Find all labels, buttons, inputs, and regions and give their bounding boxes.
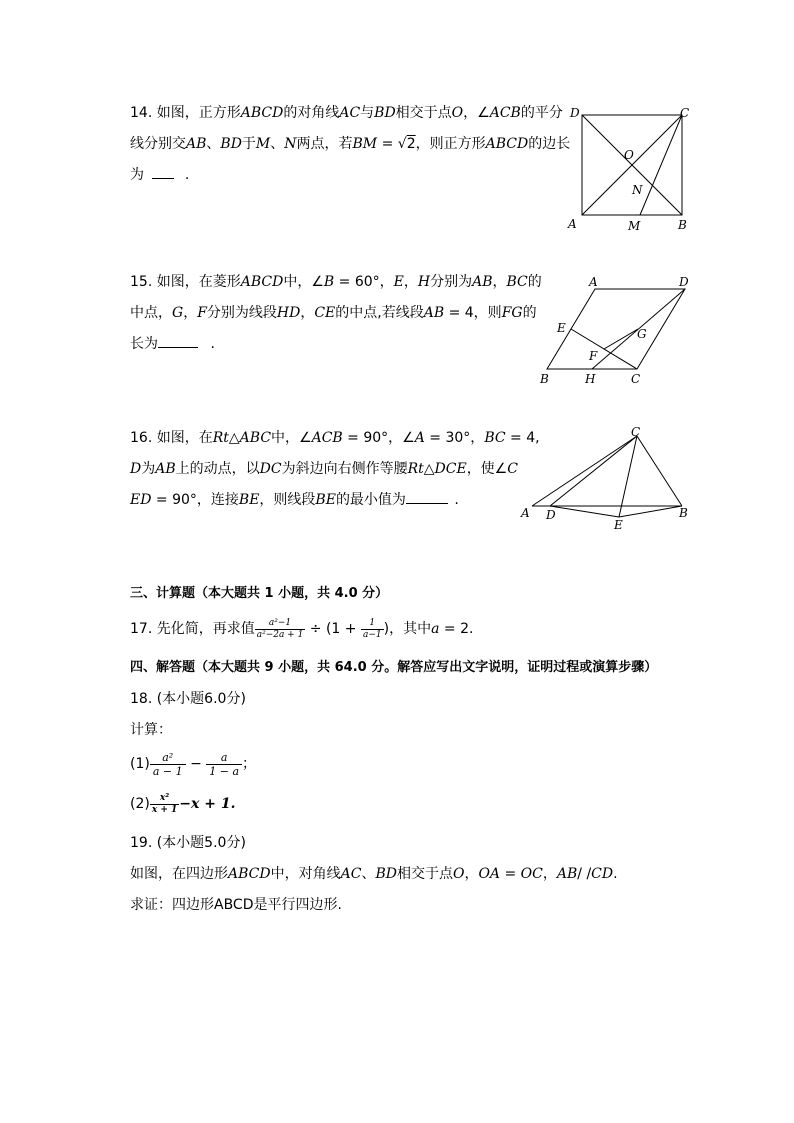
rhombus bbox=[547, 289, 685, 369]
label-f: F bbox=[589, 349, 598, 363]
math: ABCD bbox=[228, 866, 271, 882]
text: 相交于点 bbox=[396, 866, 453, 882]
text: 两点，若 bbox=[296, 136, 353, 152]
math: ABCD bbox=[240, 274, 284, 290]
numerator: a²−1 bbox=[255, 618, 306, 630]
text: − bbox=[185, 756, 207, 772]
q15-line-3 bbox=[130, 335, 215, 353]
math: BE bbox=[315, 492, 336, 508]
segment-bc bbox=[637, 436, 682, 506]
section-4-heading: 四、解答题（本大题共 9 小题，共 64.0 分。解答应写出文字说明，证明过程或演算步骤） bbox=[130, 660, 658, 675]
text: = √ bbox=[377, 136, 407, 152]
q18-part-2 bbox=[130, 789, 235, 819]
text: = 4，则 bbox=[444, 305, 502, 321]
text: . bbox=[184, 167, 190, 183]
math: DC bbox=[259, 461, 282, 477]
text: 、 bbox=[206, 136, 221, 152]
text: 为 bbox=[141, 461, 156, 477]
q15-line-2 bbox=[130, 304, 537, 322]
math: HD bbox=[276, 305, 301, 321]
math: BE bbox=[238, 492, 260, 508]
segment-de bbox=[550, 506, 619, 517]
text: 15. 如图，在菱形 bbox=[130, 274, 241, 290]
text: 上的动点，以 bbox=[175, 461, 260, 477]
math: OC bbox=[520, 866, 543, 882]
q16-line-3 bbox=[130, 491, 459, 509]
math: DCE bbox=[434, 461, 467, 477]
label-a: A bbox=[589, 275, 598, 289]
denominator: 1 − a bbox=[209, 764, 240, 778]
math: A bbox=[414, 430, 425, 446]
text: 如图，在四边形 bbox=[130, 866, 228, 882]
text: 中，对角线 bbox=[270, 866, 341, 882]
label-b: B bbox=[540, 372, 549, 386]
text: 为 bbox=[130, 167, 144, 183]
math: 2 bbox=[406, 136, 416, 152]
math: O bbox=[452, 866, 465, 882]
denominator: x + 1 bbox=[151, 804, 178, 815]
denominator: a − 1 bbox=[152, 764, 183, 778]
text: = 30°， bbox=[424, 430, 485, 446]
fraction bbox=[206, 751, 242, 778]
math: ABCD bbox=[485, 136, 529, 152]
text: ， bbox=[300, 305, 315, 321]
math: H bbox=[417, 274, 431, 290]
math: AB bbox=[472, 274, 493, 290]
text: 的最小值为 bbox=[335, 492, 406, 508]
math: ACB bbox=[311, 430, 343, 446]
math: N bbox=[284, 136, 297, 152]
answer-blank[interactable] bbox=[152, 166, 174, 179]
text: 于 bbox=[241, 136, 256, 152]
q19-line-1 bbox=[130, 865, 618, 883]
q16-line-1 bbox=[130, 429, 540, 447]
math: AC bbox=[340, 866, 362, 882]
text: = 4, bbox=[505, 430, 540, 446]
text: (1) bbox=[130, 756, 150, 772]
text: . bbox=[454, 492, 459, 508]
numerator: 1 bbox=[361, 618, 384, 630]
text: = 90°，连接 bbox=[151, 492, 239, 508]
text: (2) bbox=[130, 796, 150, 812]
label-b: B bbox=[678, 218, 687, 232]
text: 长为 bbox=[130, 336, 158, 352]
text: 、 bbox=[270, 136, 285, 152]
text: 与 bbox=[360, 105, 375, 121]
math: ED bbox=[130, 492, 152, 508]
text: △ bbox=[228, 430, 240, 446]
text: ，使∠ bbox=[466, 461, 508, 477]
numerator: x² bbox=[150, 793, 179, 805]
text: ，则正方形 bbox=[415, 136, 486, 152]
text: 的平分 bbox=[520, 105, 563, 121]
text: 17. 先化简，再求值 bbox=[130, 621, 255, 637]
q18-instruction: 计算： bbox=[130, 722, 172, 738]
math: G bbox=[172, 305, 184, 321]
math: ABC bbox=[239, 430, 272, 446]
math: CE bbox=[314, 305, 336, 321]
math: ACB bbox=[489, 105, 521, 121]
math: B bbox=[323, 274, 335, 290]
fraction bbox=[150, 751, 186, 778]
label-c: C bbox=[631, 372, 641, 386]
q14-line-3 bbox=[130, 166, 189, 184]
label-o: O bbox=[624, 148, 634, 162]
math: −x + 1. bbox=[179, 796, 236, 812]
math: CD bbox=[591, 866, 614, 882]
q14-line-2 bbox=[130, 135, 570, 153]
text: 的中点,若线段 bbox=[335, 305, 424, 321]
math: BD bbox=[220, 136, 242, 152]
math: Rt bbox=[407, 461, 424, 477]
q16-figure bbox=[516, 424, 696, 534]
q15-figure bbox=[535, 272, 695, 390]
text: ， bbox=[464, 866, 479, 882]
text: / / bbox=[577, 866, 592, 882]
text: 线分别交 bbox=[130, 136, 186, 152]
text: = 2. bbox=[439, 621, 474, 637]
label-g: G bbox=[637, 327, 647, 341]
text: )，其中 bbox=[383, 621, 432, 637]
q14-figure bbox=[560, 100, 700, 238]
math: O bbox=[451, 105, 464, 121]
fraction bbox=[255, 618, 306, 641]
math: BD bbox=[375, 866, 397, 882]
q18-heading: 18. (本小题6.0分) bbox=[130, 691, 246, 707]
text: 分别为线段 bbox=[206, 305, 277, 321]
text: 相交于点 bbox=[395, 105, 452, 121]
fraction bbox=[150, 793, 179, 816]
label-h: H bbox=[585, 372, 596, 386]
math: AB bbox=[423, 305, 445, 321]
text: 中，∠ bbox=[283, 274, 324, 290]
text: = bbox=[500, 866, 521, 882]
math: E bbox=[393, 274, 404, 290]
q15-line-1 bbox=[130, 273, 542, 291]
text: ； bbox=[242, 756, 257, 772]
math: M bbox=[255, 136, 271, 152]
fraction bbox=[361, 618, 384, 641]
label-d: D bbox=[570, 106, 580, 120]
text: 的对角线 bbox=[283, 105, 340, 121]
math: BD bbox=[374, 105, 396, 121]
math: OA bbox=[478, 866, 501, 882]
math: FG bbox=[501, 305, 523, 321]
q14-line-1 bbox=[130, 104, 563, 122]
math: ABCD bbox=[240, 105, 284, 121]
math: AB bbox=[556, 866, 578, 882]
math: AB bbox=[155, 461, 176, 477]
text: 中，∠ bbox=[271, 430, 312, 446]
text: . bbox=[210, 336, 215, 352]
text: 为斜边向右侧作等腰 bbox=[281, 461, 408, 477]
label-d: D bbox=[679, 275, 689, 289]
section-3-heading: 三、计算题（本大题共 1 小题，共 4.0 分） bbox=[130, 586, 389, 601]
numerator: a bbox=[206, 751, 242, 765]
text: 、 bbox=[361, 866, 376, 882]
math: F bbox=[197, 305, 207, 321]
text: 的 bbox=[522, 305, 537, 321]
label-e: E bbox=[557, 321, 566, 335]
text: ， bbox=[542, 866, 557, 882]
text: 分别为 bbox=[430, 274, 473, 290]
answer-blank[interactable] bbox=[406, 491, 448, 504]
denominator: a²−2a + 1 bbox=[256, 629, 304, 640]
label-b: B bbox=[679, 506, 688, 520]
math: AB bbox=[186, 136, 207, 152]
text: 的 bbox=[527, 274, 542, 290]
label-a: A bbox=[521, 506, 530, 520]
numerator: a² bbox=[150, 751, 186, 765]
label-c: C bbox=[631, 425, 641, 439]
math: BC bbox=[484, 430, 506, 446]
text: ÷ (1 + bbox=[305, 621, 361, 637]
text: ， bbox=[183, 305, 198, 321]
text: = 60°， bbox=[334, 274, 394, 290]
answer-blank[interactable] bbox=[158, 335, 198, 348]
q19-line-2: 求证：四边形ABCD是平行四边形. bbox=[130, 897, 342, 913]
text: = 90°，∠ bbox=[342, 430, 415, 446]
q18-part-1 bbox=[130, 747, 256, 781]
label-d: D bbox=[546, 508, 556, 522]
text: ，则线段 bbox=[259, 492, 316, 508]
label-c: C bbox=[680, 106, 690, 120]
math: D bbox=[130, 461, 142, 477]
math: Rt bbox=[212, 430, 229, 446]
segment-fg bbox=[604, 329, 638, 349]
segment-ac bbox=[532, 436, 637, 506]
text: 的边长 bbox=[528, 136, 571, 152]
math: C bbox=[507, 461, 518, 477]
math: BC bbox=[506, 274, 528, 290]
text: . bbox=[613, 866, 618, 882]
math: AC bbox=[339, 105, 361, 121]
bisector-cm bbox=[640, 115, 682, 215]
denominator: a−1 bbox=[362, 629, 382, 640]
label-n: N bbox=[632, 183, 643, 197]
label-m: M bbox=[628, 219, 641, 233]
q19-heading: 19. (本小题5.0分) bbox=[130, 835, 246, 851]
text: △ bbox=[423, 461, 435, 477]
text: ， bbox=[492, 274, 507, 290]
text: ， bbox=[403, 274, 418, 290]
label-a: A bbox=[568, 217, 577, 231]
text: 16. 如图，在 bbox=[130, 430, 213, 446]
segment-be bbox=[619, 506, 682, 517]
label-e: E bbox=[614, 518, 623, 532]
math: BM bbox=[352, 136, 378, 152]
q17-line bbox=[130, 617, 473, 641]
math: a bbox=[431, 621, 440, 637]
text: 14. 如图，正方形 bbox=[130, 105, 241, 121]
text: 中点， bbox=[130, 305, 172, 321]
q16-line-2 bbox=[130, 460, 518, 478]
text: ，∠ bbox=[463, 105, 490, 121]
